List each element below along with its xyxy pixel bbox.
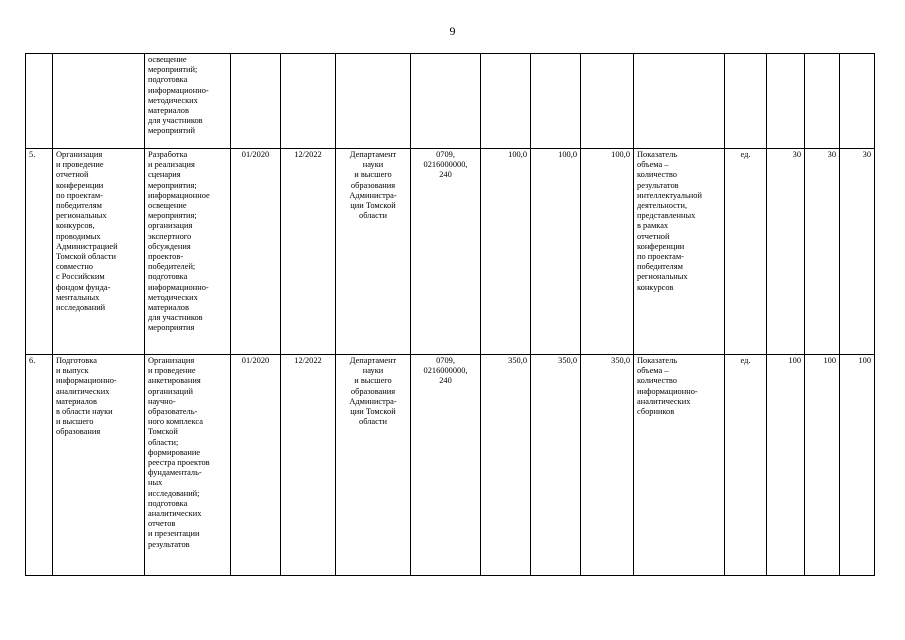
- page-number: 9: [449, 24, 456, 38]
- event-name: Подготовка и выпуск информационно- аналитических материалов в области науки и высшего образования: [53, 355, 145, 576]
- unit: [725, 54, 767, 149]
- budget-code: 0709, 0216000000, 240: [411, 355, 481, 576]
- event-actions: Организация и проведение анкетирования организаций научно- образователь- ного комплекса Томской области; формирование реестра проектов фундаменталь- ных исследований; подготовка аналитических отчетов и презентации результатов: [145, 355, 231, 576]
- event-actions: освещение мероприятий; подготовка информационно- методических материалов для участников мероприятий: [145, 54, 231, 149]
- indicator-year-1: 100: [767, 355, 805, 576]
- row-number: [26, 54, 53, 149]
- funding-year-3: 100,0: [581, 149, 634, 355]
- budget-code: [411, 54, 481, 149]
- row-number: 5.: [26, 149, 53, 355]
- executor: Департамент науки и высшего образования Администра- ции Томской области: [336, 149, 411, 355]
- funding-year-1: 100,0: [481, 149, 531, 355]
- table-row: [26, 149, 875, 355]
- budget-code: 0709, 0216000000, 240: [411, 149, 481, 355]
- indicator-year-1: [767, 54, 805, 149]
- unit: ед.: [725, 355, 767, 576]
- row-number: 6.: [26, 355, 53, 576]
- indicator: [634, 54, 725, 149]
- end-date: 12/2022: [281, 149, 336, 355]
- indicator-year-2: 30: [805, 149, 840, 355]
- funding-year-1: 350,0: [481, 355, 531, 576]
- end-date: [281, 54, 336, 149]
- indicator-year-2: 100: [805, 355, 840, 576]
- executor: [336, 54, 411, 149]
- indicator: Показатель объема – количество результатов интеллектуальной деятельности, представленных в рамках отчетной конференции по проектам- победителям региональных конкурсов: [634, 149, 725, 355]
- executor: Департамент науки и высшего образования Администра- ции Томской области: [336, 355, 411, 576]
- indicator: Показатель объема – количество информационно- аналитических сборников: [634, 355, 725, 576]
- funding-year-2: 100,0: [531, 149, 581, 355]
- funding-year-1: [481, 54, 531, 149]
- funding-year-3: [581, 54, 634, 149]
- start-date: 01/2020: [231, 355, 281, 576]
- plan-table: [25, 53, 875, 576]
- indicator-year-1: 30: [767, 149, 805, 355]
- event-name: Организация и проведение отчетной конференции по проектам- победителям региональных конкурсов, проводимых Администрацией Томской области совместно с Российским фондом фунда- ментальных исследований: [53, 149, 145, 355]
- funding-year-2: [531, 54, 581, 149]
- unit: ед.: [725, 149, 767, 355]
- funding-year-3: 350,0: [581, 355, 634, 576]
- indicator-year-3: 100: [840, 355, 875, 576]
- event-name: [53, 54, 145, 149]
- indicator-year-3: 30: [840, 149, 875, 355]
- start-date: [231, 54, 281, 149]
- table-row: [26, 54, 875, 149]
- indicator-year-2: [805, 54, 840, 149]
- indicator-year-3: [840, 54, 875, 149]
- start-date: 01/2020: [231, 149, 281, 355]
- funding-year-2: 350,0: [531, 355, 581, 576]
- event-actions: Разработка и реализация сценария мероприятия; информационное освещение мероприятия; организация экспертного обсуждения проектов- победителей; подготовка информационно- методических материалов для участников мероприятия: [145, 149, 231, 355]
- end-date: 12/2022: [281, 355, 336, 576]
- table-row: [26, 355, 875, 576]
